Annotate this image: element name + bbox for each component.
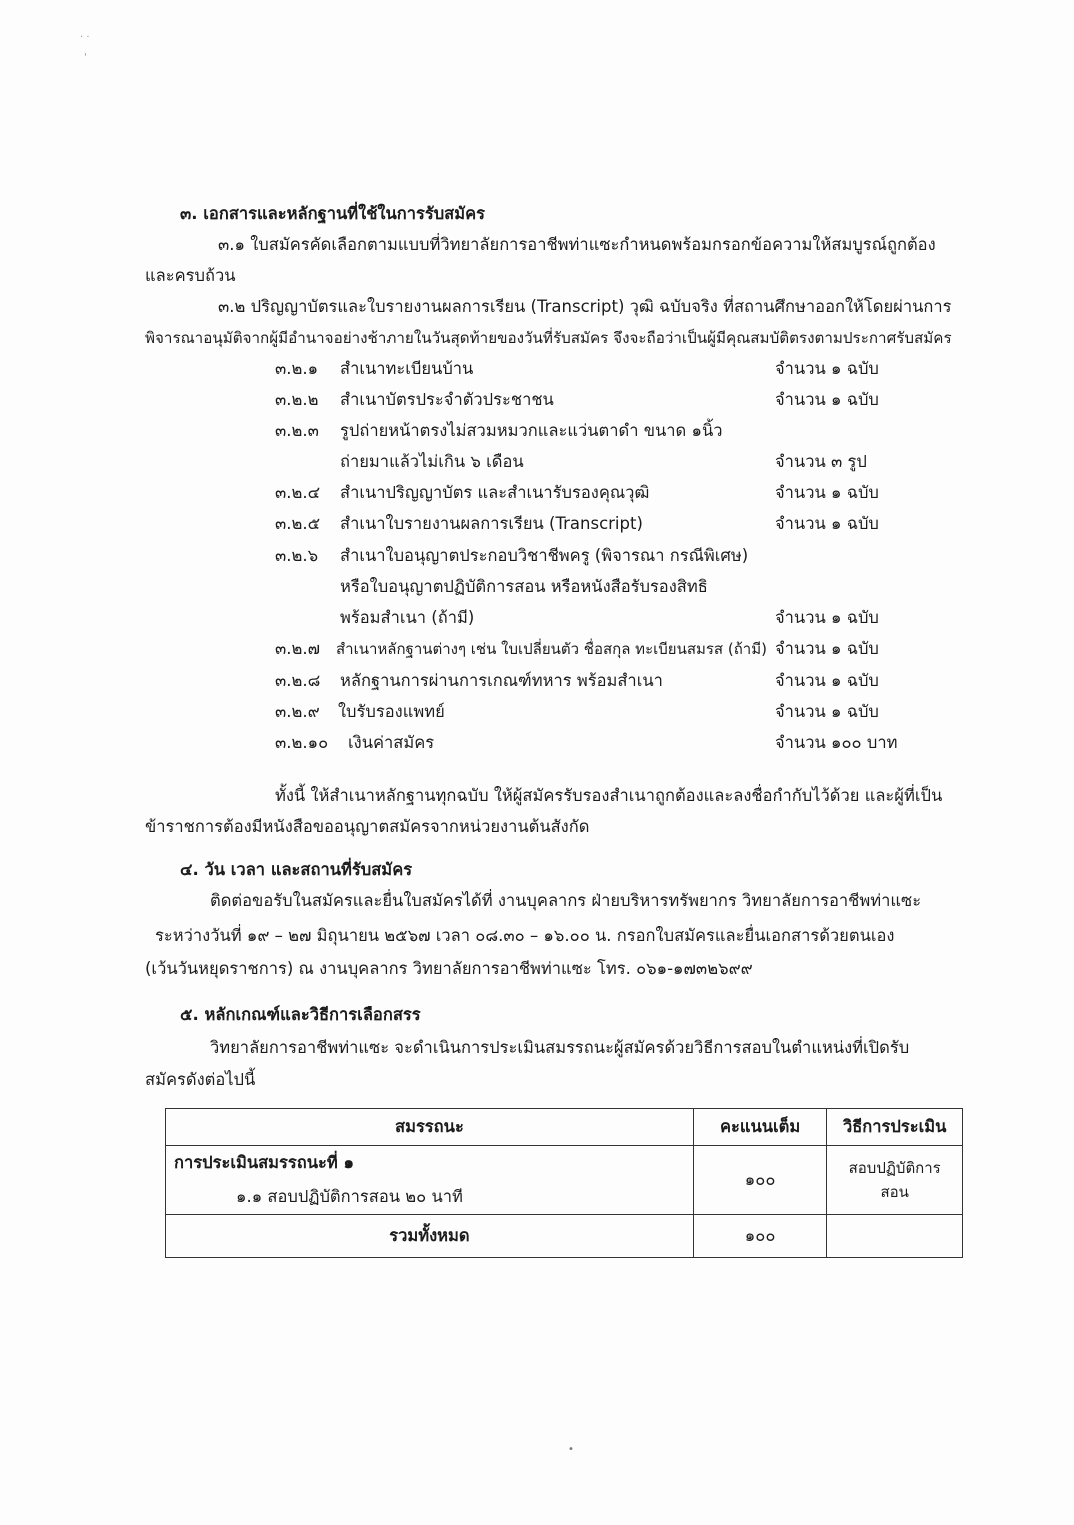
- doc-amount: จำนวน ๑ ฉบับ: [775, 608, 879, 627]
- doc-text: สำเนาทะเบียนบ้าน: [340, 359, 474, 378]
- table-total-row: [166, 1215, 963, 1258]
- competency-sub: ๑.๑ สอบปฏิบัติการสอน ๒๐ นาที: [236, 1187, 463, 1206]
- scan-speck: · ·: [80, 32, 90, 43]
- header-full-score: คะแนนเต็ม: [693, 1109, 827, 1146]
- doc-text-cont: พร้อมสำเนา (ถ้ามี): [340, 608, 475, 627]
- doc-text: สำเนาใบอนุญาตประกอบวิชาชีพครู (พิจารณา กรณีพิเศษ): [340, 546, 749, 565]
- scan-speck: ': [84, 52, 87, 63]
- doc-amount: จำนวน ๑ ฉบับ: [775, 702, 879, 721]
- item-3-2-line2: พิจารณาอนุมัติจากผู้มีอำนาจอย่างช้าภายในวันสุดท้ายของวันที่รับสมัคร จึงจะถือว่าเป็นผู้มีคุณสมบัติตรงตามประกาศรับสมัคร: [145, 329, 952, 347]
- table-header-row: [166, 1109, 963, 1146]
- method-line2: สอน: [880, 1183, 909, 1201]
- item-3-1-line2: และครบถ้วน: [145, 266, 236, 285]
- doc-num: ๓.๒.๘: [275, 671, 321, 690]
- doc-text: สำเนาปริญญาบัตร และสำเนารับรองคุณวุฒิ: [340, 483, 650, 502]
- doc-num: ๓.๒.๗: [275, 639, 321, 658]
- doc-text: หลักฐานการผ่านการเกณฑ์ทหาร พร้อมสำเนา: [340, 671, 663, 690]
- doc-num: ๓.๒.๖: [275, 546, 319, 565]
- doc-num: ๓.๒.๑: [275, 359, 319, 378]
- doc-amount: จำนวน ๑ ฉบับ: [775, 671, 879, 690]
- doc-amount: จำนวน ๓ รูป: [775, 452, 867, 471]
- scan-speck: •: [568, 1444, 574, 1455]
- doc-num: ๓.๒.๒: [275, 390, 319, 409]
- section-4-heading: ๔. วัน เวลา และสถานที่รับสมัคร: [180, 860, 413, 879]
- doc-num: ๓.๒.๔: [275, 483, 321, 502]
- doc-text: สำเนาใบรายงานผลการเรียน (Transcript): [340, 514, 643, 533]
- doc-text: สำเนาบัตรประจำตัวประชาชน: [340, 390, 554, 409]
- table-row: [166, 1146, 963, 1215]
- item-3-1-line1: ๓.๑ ใบสมัครคัดเลือกตามแบบที่วิทยาลัยการอาชีพท่าแซะกำหนดพร้อมกรอกข้อความให้สมบูรณ์ถูกต้อง: [218, 235, 936, 254]
- doc-num: ๓.๒.๓: [275, 421, 319, 440]
- doc-text: ใบรับรองแพทย์: [338, 702, 445, 721]
- doc-amount: จำนวน ๑ ฉบับ: [775, 639, 879, 658]
- item-3-2-line1: ๓.๒ ปริญญาบัตรและใบรายงานผลการเรียน (Transcript) วุฒิ ฉบับจริง ที่สถานศึกษาออกให้โดยผ่านการ: [218, 297, 952, 316]
- doc-text: รูปถ่ายหน้าตรงไม่สวมหมวกและแว่นตาดำ ขนาด ๑นิ้ว: [340, 421, 723, 440]
- doc-amount: จำนวน ๑ ฉบับ: [775, 483, 879, 502]
- doc-num: ๓.๒.๕: [275, 514, 321, 533]
- total-label: รวมทั้งหมด: [166, 1215, 694, 1258]
- doc-amount: จำนวน ๑ ฉบับ: [775, 390, 879, 409]
- section-3-heading: ๓. เอกสารและหลักฐานที่ใช้ในการรับสมัคร: [180, 204, 486, 223]
- doc-amount: จำนวน ๑๐๐ บาท: [775, 733, 898, 752]
- section-4-line2: ระหว่างวันที่ ๑๙ – ๒๗ มิถุนายน ๒๕๖๗ เวลา ๐๘.๓๐ – ๑๖.๐๐ น. กรอกใบสมัครและยื่นเอกสารด้วยตนเอง: [155, 926, 895, 945]
- method-cell: [827, 1146, 963, 1215]
- method-line1: สอบปฏิบัติการ: [848, 1159, 941, 1177]
- doc-amount: จำนวน ๑ ฉบับ: [775, 359, 879, 378]
- note-line1: ทั้งนี้ ให้สำเนาหลักฐานทุกฉบับ ให้ผู้สมัครรับรองสำเนาถูกต้องและลงชื่อกำกับไว้ด้วย และผู้ที่เป็น: [275, 786, 943, 805]
- section-4-line1: ติดต่อขอรับในสมัครและยื่นใบสมัครได้ที่ งานบุคลากร ฝ่ายบริหารทรัพยากร วิทยาลัยการอาชีพท่าแซะ: [210, 891, 922, 910]
- score-cell: ๑๐๐: [693, 1146, 827, 1215]
- doc-text-cont: ถ่ายมาแล้วไม่เกิน ๖ เดือน: [340, 452, 524, 471]
- doc-text-cont: หรือใบอนุญาตปฏิบัติการสอน หรือหนังสือรับรองสิทธิ: [340, 577, 708, 596]
- doc-text: เงินค่าสมัคร: [348, 733, 435, 752]
- doc-num: ๓.๒.๙: [275, 702, 320, 721]
- total-method-empty: [827, 1215, 963, 1258]
- section-5-line2: สมัครดังต่อไปนี้: [145, 1070, 256, 1089]
- total-score: ๑๐๐: [693, 1215, 827, 1258]
- header-competency: สมรรถนะ: [166, 1109, 694, 1146]
- criteria-table: [165, 1108, 963, 1258]
- section-5-heading: ๕. หลักเกณฑ์และวิธีการเลือกสรร: [180, 1005, 421, 1024]
- header-method: วิธีการประเมิน: [827, 1109, 963, 1146]
- competency-title: การประเมินสมรรถนะที่ ๑: [174, 1153, 355, 1172]
- note-line2: ข้าราชการต้องมีหนังสือขออนุญาตสมัครจากหน่วยงานต้นสังกัด: [145, 817, 590, 836]
- competency-cell: [166, 1146, 694, 1215]
- doc-text: สำเนาหลักฐานต่างๆ เช่น ใบเปลี่ยนตัว ชื่อสกุล ทะเบียนสมรส (ถ้ามี): [336, 640, 767, 658]
- doc-num: ๓.๒.๑๐: [275, 733, 329, 752]
- section-5-line1: วิทยาลัยการอาชีพท่าแซะ จะดำเนินการประเมินสมรรถนะผู้สมัครด้วยวิธีการสอบในตำแหน่งที่เปิดรับ: [210, 1038, 910, 1057]
- section-4-line3: (เว้นวันหยุดราชการ) ณ งานบุคลากร วิทยาลัยการอาชีพท่าแซะ โทร. ๐๖๑-๑๗๓๒๖๙๙: [145, 959, 753, 978]
- doc-amount: จำนวน ๑ ฉบับ: [775, 514, 879, 533]
